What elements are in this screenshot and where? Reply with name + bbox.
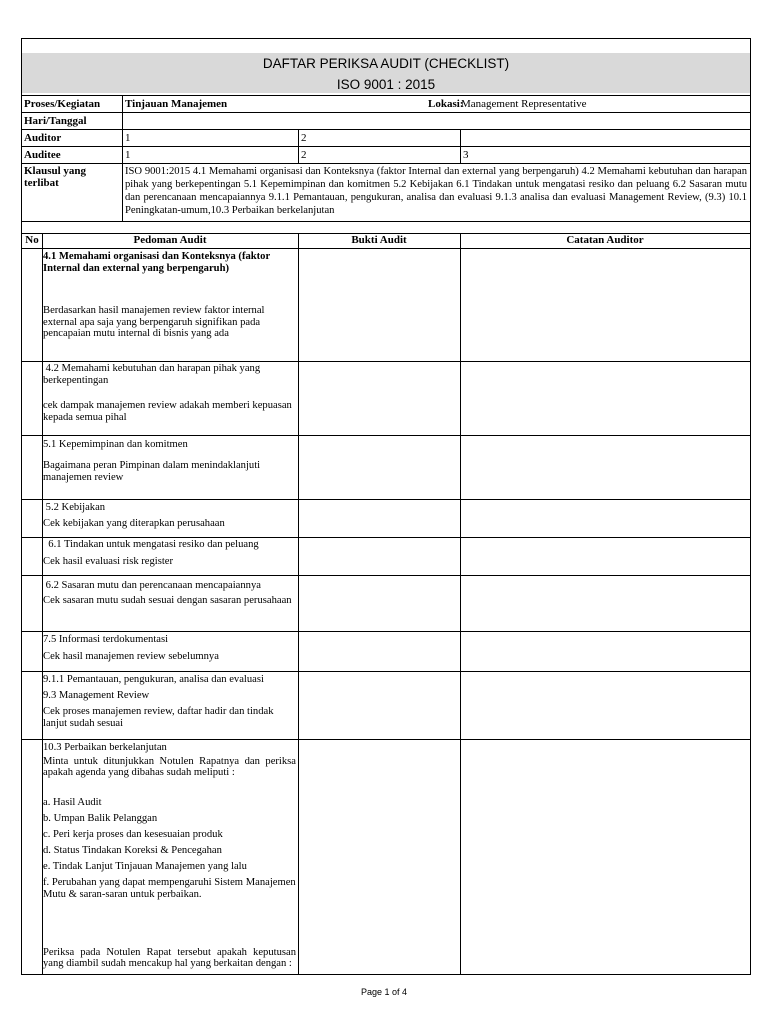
row-5-1-body: Bagaimana peran Pimpinan dalam menindaklanjuti manajemen review [43, 460, 261, 483]
agenda-item-b: b. Umpan Balik Pelanggan [43, 813, 158, 824]
lokasi-value: Management Representative [461, 98, 587, 110]
agenda-item-a: a. Hasil Audit [43, 797, 102, 808]
auditee-3: 3 [463, 149, 469, 161]
klausul-label: Klausul yang terlibat [24, 165, 87, 189]
proses-label: Proses/Kegiatan [24, 98, 101, 110]
row-4-2-body: cek dampak manajemen review adakah memberi kepuasan kepada semua pihal [43, 400, 292, 423]
col-pedoman: Pedoman Audit [133, 234, 207, 246]
row-9-1-1-heading: 9.1.1 Pemantauan, pengukuran, analisa dan evaluasi [43, 674, 264, 685]
klausul-value: ISO 9001:2015 4.1 Memahami organisasi dan Konteksnya (faktor Internal dan external yang berpengaruh) 4.2 Memahami kebutuhan dan harapan pihak yang berkepentingan 5.1 Kepemimpinan dan komitmen 5.2 Kebijakan 6.1 Tindakan untuk mengatasi resiko dan peluang 6.2 Sasaran mutu dan perencanaan mencapaiannya 9.1.1 Pemantauan, pengukuran, analisa dan evaluasi 9.1.3 analisa dan evaluasi Management Review, (9.3) 10.1 Peningkatan-umum,10.3 Perbaikan berkelanjutan [125, 166, 747, 216]
auditee-2: 2 [301, 149, 307, 161]
document-title: DAFTAR PERIKSA AUDIT (CHECKLIST) [262, 56, 510, 71]
agenda-item-c: c. Peri kerja proses dan kesesuaian produk [43, 829, 223, 840]
row-9-3-body: Cek proses manajemen review, daftar hadir dan tindak lanjut sudah sesuai [43, 706, 274, 729]
row-9-3-heading: 9.3 Management Review [43, 690, 150, 701]
hari-label: Hari/Tanggal [24, 115, 87, 127]
row-5-2-body: Cek kebijakan yang diterapkan perusahaan [43, 518, 225, 529]
row-4-2-heading: 4.2 Memahami kebutuhan dan harapan pihak yang berkepentingan [43, 363, 263, 386]
auditee-1: 1 [125, 149, 131, 161]
row-7-5-body: Cek hasil manajemen review sebelumnya [43, 651, 219, 662]
row-4-1-body: Berdasarkan hasil manajemen review faktor internal external apa saja yang berpengaruh signifikan pada pencapaian mutu internal di bisnis yang ada [43, 305, 265, 340]
row-6-2-heading: 6.2 Sasaran mutu dan perencanaan mencapaiannya [43, 580, 261, 591]
col-catatan: Catatan Auditor [566, 234, 644, 246]
auditee-label: Auditee [24, 149, 61, 161]
row-10-3-outro: Periksa pada Notulen Rapat tersebut apakah keputusan yang diambil sudah mencakup hal yang berkaitan dengan : [43, 947, 296, 969]
row-10-3-intro: Minta untuk ditunjukkan Notulen Rapatnya dan periksa apakah agenda yang dibahas sudah meliputi : [43, 756, 296, 778]
row-7-5-heading: 7.5 Informasi terdokumentasi [43, 634, 169, 645]
checklist-sheet [21, 38, 751, 975]
row-6-1-heading: 6.1 Tindakan untuk mengatasi resiko dan peluang [43, 539, 259, 550]
col-no: No [25, 234, 39, 246]
row-6-1-body: Cek hasil evaluasi risk register [43, 556, 174, 567]
row-10-3-heading: 10.3 Perbaikan berkelanjutan [43, 742, 167, 753]
proses-value: Tinjauan Manajemen [125, 98, 228, 110]
agenda-item-e: e. Tindak Lanjut Tinjauan Manajemen yang lalu [43, 861, 247, 872]
auditor-2: 2 [301, 132, 307, 144]
page-number: Page 1 of 4 [360, 987, 408, 997]
row-4-1-heading: 4.1 Memahami organisasi dan Konteksnya (faktor Internal dan external yang berpengaruh) [43, 251, 270, 274]
agenda-item-d: d. Status Tindakan Koreksi & Pencegahan [43, 845, 222, 856]
row-5-2-heading: 5.2 Kebijakan [43, 502, 106, 513]
standard-title: ISO 9001 : 2015 [336, 77, 436, 92]
auditor-label: Auditor [24, 132, 62, 144]
row-6-2-body: Cek sasaran mutu sudah sesuai dengan sasaran perusahaan [43, 595, 292, 606]
auditor-1: 1 [125, 132, 131, 144]
lokasi-label: Lokasi: [428, 98, 464, 110]
row-5-1-heading: 5.1 Kepemimpinan dan komitmen [43, 439, 188, 450]
agenda-item-f: f. Perubahan yang dapat mempengaruhi Sistem Manajemen Mutu & saran-saran untuk perbaikan. [43, 877, 296, 900]
col-bukti: Bukti Audit [351, 234, 407, 246]
